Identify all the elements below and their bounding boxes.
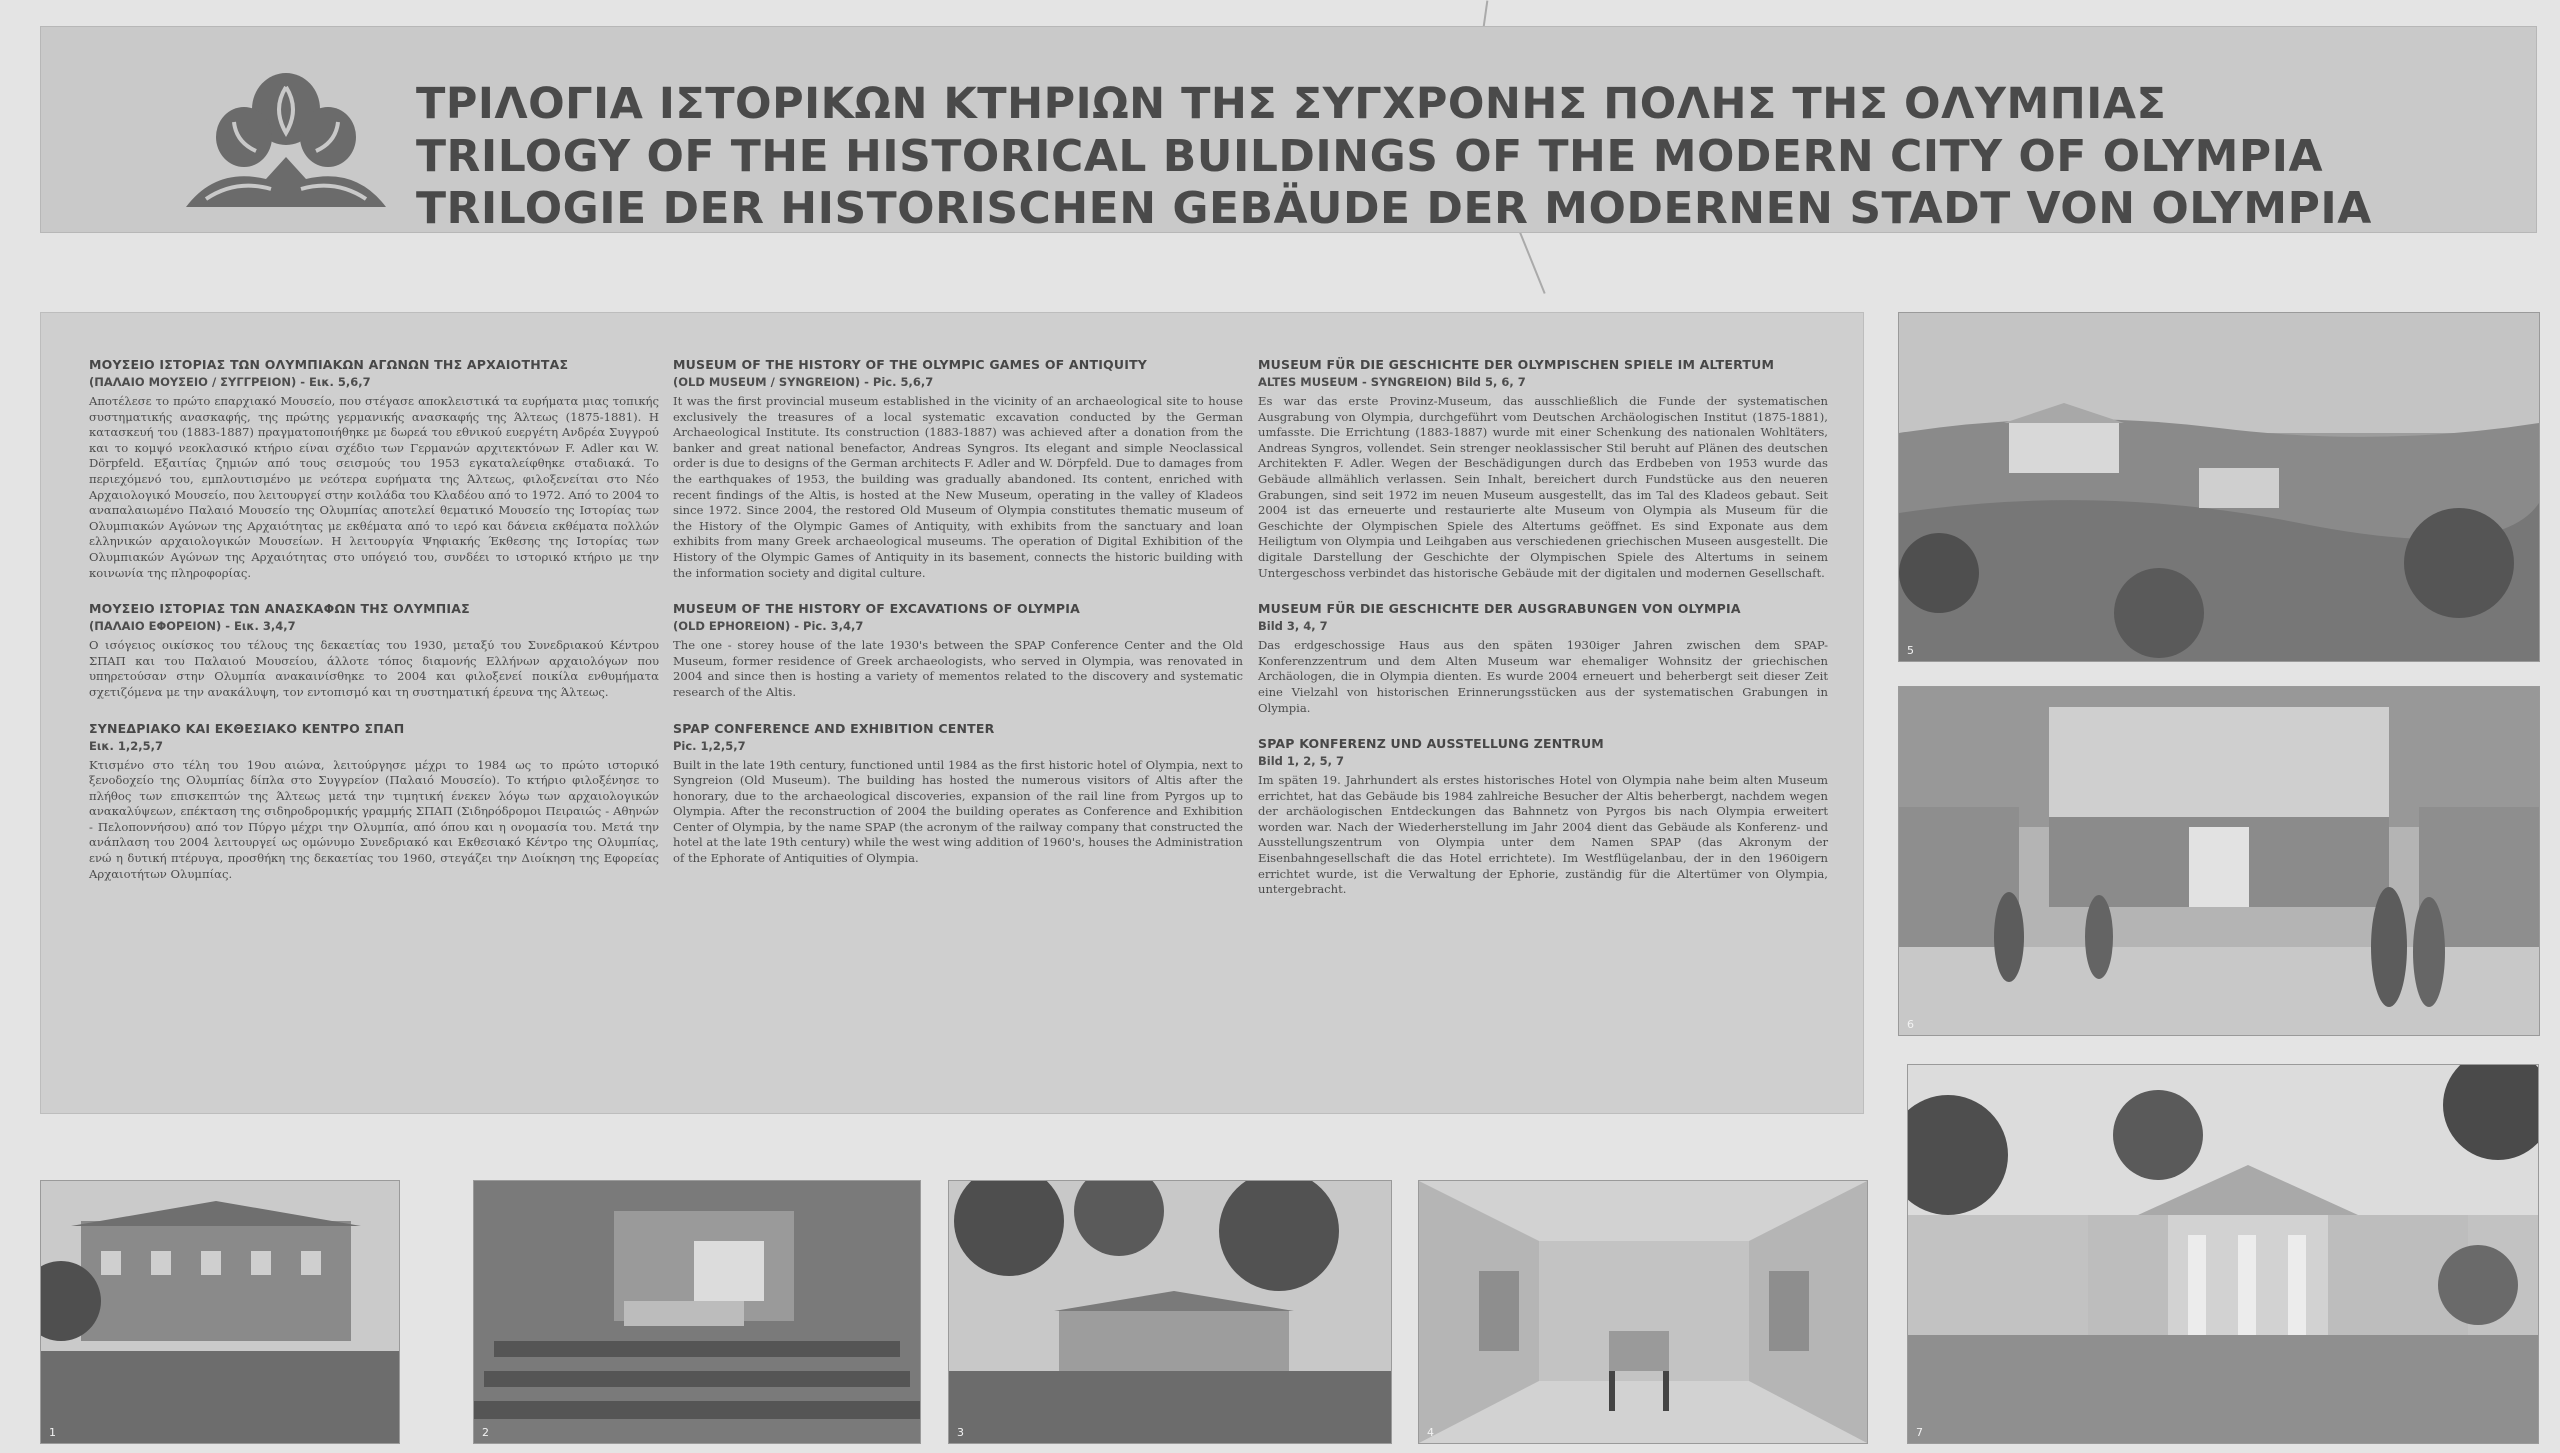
- section-subtitle: Εικ. 1,2,5,7: [89, 738, 163, 753]
- section-subtitle: Bild 1, 2, 5, 7: [1258, 754, 1345, 769]
- section-excavations-de: [1258, 601, 1828, 716]
- photo-5-hillside-panorama: [1898, 312, 2540, 662]
- section-title: MUSEUM OF THE HISTORY OF THE OLYMPIC GAMES OF ANTIQUITY: [673, 357, 1148, 372]
- photo-number: 4: [1427, 1426, 1434, 1439]
- photo-7-neoclassical-facade: [1907, 1064, 2539, 1444]
- section-old-museum-de: [1258, 357, 1828, 581]
- section-subtitle: ALTES MUSEUM - SYNGREION) Bild 5, 6, 7: [1258, 375, 1526, 389]
- section-subtitle: Pic. 1,2,5,7: [673, 738, 746, 753]
- section-excavations-en: [673, 601, 1243, 700]
- section-body: Αποτέλεσε το πρώτο επαρχιακό Μουσείο, που στέγασε αποκλειστικά τα ευρήματα μιας τοπικής συστηματικής ανασκαφής, της πρώτης γερμανικής ανασκαφής της Άλτεως (1875-1881). Η κατασκευή του (1883-1887) πραγματοποιήθηκε με δωρεά του εθνικού ευεργέτη Ανδρέα Συγγρού και το κομψό νεοκλασικό κτήριο είναι σχέδιο των Γερμανών αρχιτεκτόνων F. Adler και W. Dörpfeld. Εξαιτίας ζημιών από τους σεισμούς του 1953 εγκαταλείφθηκε σταδιακά. Το περιεχόμενό του, εμπλουτισμένο με νεότερα ευρήματα της Άλτεως, φιλοξενείται στο Νέο Αρχαιολογικό Μουσείο, που λειτουργεί στην κοιλάδα του Κλαδέου από το 1972. Από το 2004 το αναπαλαιωμένο Παλαιό Μουσείο της Ολυμπίας αποτελεί θεματικό Μουσείο της Ιστορίας των Ολυμπιακών Αγώνων της Αρχαιότητας με εκθέματα από το ιερό και δάνεια εκθέματα πολλών ελληνικών αρχαιολογικών Μουσείων. Η λειτουργία Ψηφιακής Έκθεσης της Ιστορίας των Ολυμπιακών Αγώνων της Αρχαιότητας στο υπόγειό του, συνδέει το ιστορικό κτήριο με την κοινωνία της πληροφορίας.: [89, 394, 659, 580]
- section-title: MUSEUM FÜR DIE GESCHICHTE DER AUSGRABUNGEN VON OLYMPIA: [1258, 601, 1741, 617]
- section-body: Ο ισόγειος οικίσκος του τέλους της δεκαετίας του 1930, μεταξύ του Συνεδριακού Κέντρου ΣΠΑΠ και του Παλαιού Μουσείου, άλλοτε τόπος διαμονής Ελλήνων αρχαιολόγων που υπηρετούσαν στην Ολυμπία ανακαινίσθηκε το 2004 και φιλοξενεί ποικίλα ενθυμήματα σχετιζόμενα με την ανακάλυψη, τον εντοπισμό και τη συστηματική έρευνα της Άλτεως.: [89, 638, 659, 699]
- section-subtitle: (OLD MUSEUM / SYNGREION) - Pic. 5,6,7: [673, 375, 934, 389]
- section-body: Im späten 19. Jahrhundert als erstes historisches Hotel von Olympia nahe beim alten Museum errichtet, hat das Gebäude bis 1984 zahlreiche Besucher der Altis beherbergt, nachdem wegen der archäologischen Entdeckungen das Bahnnetz von Pyrgos bis nach Olympia erweitert worden war. Nach der Wiederherstellung im Jahr 2004 dient das Gebäude als Konferenz- und Ausstellungszentrum von Olympia unter dem Namen SPAP (das Akronym der Eisenbahngesellschaft die das Hotel errichtete). Im Westflügelanbau, der in den 1960igern errichtet wurde, ist die Verwaltung der Ephorie, zuständig für die Altertümer von Olympia, untergebracht.: [1258, 773, 1828, 897]
- section-title: ΜΟΥΣΕΙΟ ΙΣΤΟΡΙΑΣ ΤΩΝ ΟΛΥΜΠΙΑΚΩΝ ΑΓΩΝΩΝ ΤΗΣ ΑΡΧΑΙΟΤΗΤΑΣ: [89, 357, 569, 372]
- section-title: SPAP KONFERENZ UND AUSSTELLUNG ZENTRUM: [1258, 736, 1604, 752]
- section-title: MUSEUM FÜR DIE GESCHICHTE DER OLYMPISCHEN SPIELE IM ALTERTUM: [1258, 357, 1775, 372]
- palmette-emblem-icon: [176, 67, 396, 217]
- section-title: ΜΟΥΣΕΙΟ ΙΣΤΟΡΙΑΣ ΤΩΝ ΑΝΑΣΚΑΦΩΝ ΤΗΣ ΟΛΥΜΠΙΑΣ: [89, 601, 470, 617]
- section-body: Das erdgeschossige Haus aus den späten 1930iger Jahren zwischen dem SPAP-Konferenzzentrum und dem Alten Museum war ehemaliger Wohnsitz der griechischen Archäologen, die in Olympia dienten. Es wurde 2004 erneuert und beherbergt seit dieser Zeit eine Vielzahl von historischen Erinnerungsstücken aus der systematischen Grabungen in Olympia.: [1258, 638, 1828, 715]
- section-title: SPAP CONFERENCE AND EXHIBITION CENTER: [673, 720, 995, 736]
- section-title: ΣΥΝΕΔΡΙΑΚΟ ΚΑΙ ΕΚΘΕΣΙΑΚΟ ΚΕΝΤΡΟ ΣΠΑΠ: [89, 720, 405, 736]
- section-old-museum-gr: [89, 357, 659, 581]
- section-subtitle: (ΠΑΛΑΙΟ ΜΟΥΣΕΙΟ / ΣΥΓΓΡΕΙΟΝ) - Εικ. 5,6,7: [89, 375, 371, 389]
- section-body: The one - storey house of the late 1930's between the SPAP Conference Center and the Old Museum, former residence of Greek archaeologists, who served in Olympia, was renovated in 2004 and since then is hosting a variety of mementos related to the discovery and systematic research of the Altis.: [673, 638, 1243, 699]
- photo-number: 1: [49, 1426, 56, 1439]
- section-spap-gr: [89, 721, 659, 883]
- section-body: Built in the late 19th century, functioned until 1984 as the first historic hotel of Olympia, next to Syngreion (Old Museum). The building has hosted the numerous visitors of Altis after the honorary, due to the archaeological discoveries, expansion of the rail line from Pyrgos up to Olympia. After the reconstruction of 2004 the building operates as Conference and Exhibition Center of Olympia, by the name SPAP (the acronym of the railway company that constructed the hotel at the late 19th century) while the west wing addition of 1960's, houses the Administration of the Ephorate of Antiquities of Olympia.: [673, 757, 1243, 866]
- photo-6-museum-courtyard: [1898, 686, 2540, 1036]
- section-spap-en: [673, 721, 1243, 867]
- photo-number: 2: [482, 1426, 489, 1439]
- photo-1-stone-hotel: [40, 1180, 400, 1444]
- text-panel: [40, 312, 1864, 1114]
- photo-4-exhibition-room: [1418, 1180, 1868, 1444]
- photo-number: 6: [1907, 1018, 1914, 1031]
- section-spap-de: [1258, 736, 1828, 898]
- section-title: MUSEUM OF THE HISTORY OF EXCAVATIONS OF OLYMPIA: [673, 601, 1081, 617]
- header-banner: [40, 26, 2537, 233]
- photo-2-conference-hall: [473, 1180, 921, 1444]
- photo-number: 5: [1907, 644, 1914, 657]
- section-subtitle: (ΠΑΛΑΙΟ ΕΦΟΡΕΙΟΝ) - Εικ. 3,4,7: [89, 619, 296, 634]
- title-german: TRILOGIE DER HISTORISCHEN GEBÄUDE DER MODERNEN STADT VON OLYMPIA: [416, 183, 2372, 234]
- greek-column: [89, 357, 659, 902]
- section-subtitle: (OLD EPHOREION) - Pic. 3,4,7: [673, 619, 864, 634]
- title-greek: ΤΡΙΛΟΓΙΑ ΙΣΤΟΡΙΚΩΝ ΚΤΗΡΙΩΝ ΤΗΣ ΣΥΓΧΡΟΝΗΣ ΠΟΛΗΣ ΤΗΣ ΟΛΥΜΠΙΑΣ: [416, 79, 2167, 129]
- photo-number: 7: [1916, 1426, 1923, 1439]
- section-old-museum-en: [673, 357, 1243, 581]
- photo-3-one-storey-house: [948, 1180, 1392, 1444]
- title-english: TRILOGY OF THE HISTORICAL BUILDINGS OF THE MODERN CITY OF OLYMPIA: [416, 131, 2324, 182]
- section-body: It was the first provincial museum established in the vicinity of an archaeological site to house exclusively the treasures of a local systematic excavation conducted by the German Archaeological Institute. Its construction (1883-1887) was achieved after a donation from the banker and great national benefactor, Andreas Syngros. Its elegant and simple Neoclassical order is due to designs of the German architects F. Adler and W. Dörpfeld. Due to damages from the earthquakes of 1953, the building was gradually abandoned. Its content, enriched with recent findings of the Altis, is hosted at the New Museum, operating in the valley of Kladeos since 1972. Since 2004, the restored Old Museum of Olympia constitutes thematic museum of the History of the Olympic Games of Antiquity, with exhibits from the sanctuary and loan exhibits from many Greek archaeological museums. The operation of Digital Exhibition of the History of the Olympic Games of Antiquity in its basement, connects the historic building with the information society and digital culture.: [673, 394, 1243, 580]
- section-body: Κτισμένο στο τέλη του 19ου αιώνα, λειτούργησε μέχρι το 1984 ως το πρώτο ιστορικό ξενοδοχείο της Ολυμπίας δίπλα στο Συγγρείον (Παλαιό Μουσείο). Το κτήριο φιλοξένησε το πλήθος των επισκεπτών της Άλτεως μετά την τιμητική ένεκεν λόγω των αρχαιολογικών ανακαλύψεων, επέκταση της σιδηροδρομικής γραμμής ΣΠΑΠ (Σιδηρόδρομοι Πειραιώς - Αθηνών - Πελοποννήσου) από τον Πύργο μέχρι την Ολυμπία, από όπου και η ονομασία του. Μετά την ανάπλαση του 2004 λειτουργεί ως ομώνυμο Συνεδριακό και Εκθεσιακό Κέντρο της Ολυμπίας, ενώ η δυτική πτέρυγα, προσθήκη της δεκαετίας του 1960, στεγάζει την Διοίκηση της Εφορείας Αρχαιοτήτων Ολυμπίας.: [89, 757, 659, 881]
- english-column: [673, 357, 1243, 887]
- photo-number: 3: [957, 1426, 964, 1439]
- german-column: [1258, 357, 1828, 918]
- section-subtitle: Bild 3, 4, 7: [1258, 619, 1328, 634]
- section-excavations-gr: [89, 601, 659, 700]
- section-body: Es war das erste Provinz-Museum, das ausschließlich die Funde der systematischen Ausgrabung von Olympia, durchgeführt vom Deutschen Archäologischen Institut (1875-1881), umfasste. Die Errichtung (1883-1887) wurde mit einer Schenkung des nationalen Wohltäters, Andreas Syngros, vollendet. Sein strenger neoklassischer Stil beruht auf Plänen des deutschen Architekten F. Adler. Wegen der Beschädigungen durch das Erdbeben von 1953 wurde das Gebäude allmählich verlassen. Sein Inhalt, bereichert durch Fundstücke aus den neueren Grabungen, sind seit 1972 im neuen Museum ausgestellt, das im Tal des Kladeos gebaut. Seit 2004 ist das erneuerte und restaurierte alte Museum von Olympia als Museum für die Geschichte der Olympischen Spiele des Altertums geöffnet. Es sind Exponate aus dem Heiligtum von Olympia und Leihgaben aus verschiedenen griechischen Museen ausgestellt. Die digitale Darstellung der Geschichte der Olympischen Spiele des Altertums in seinem Untergeschoss verbindet das historische Gebäude mit der digitalen und modernen Gesellschaft.: [1258, 394, 1828, 580]
